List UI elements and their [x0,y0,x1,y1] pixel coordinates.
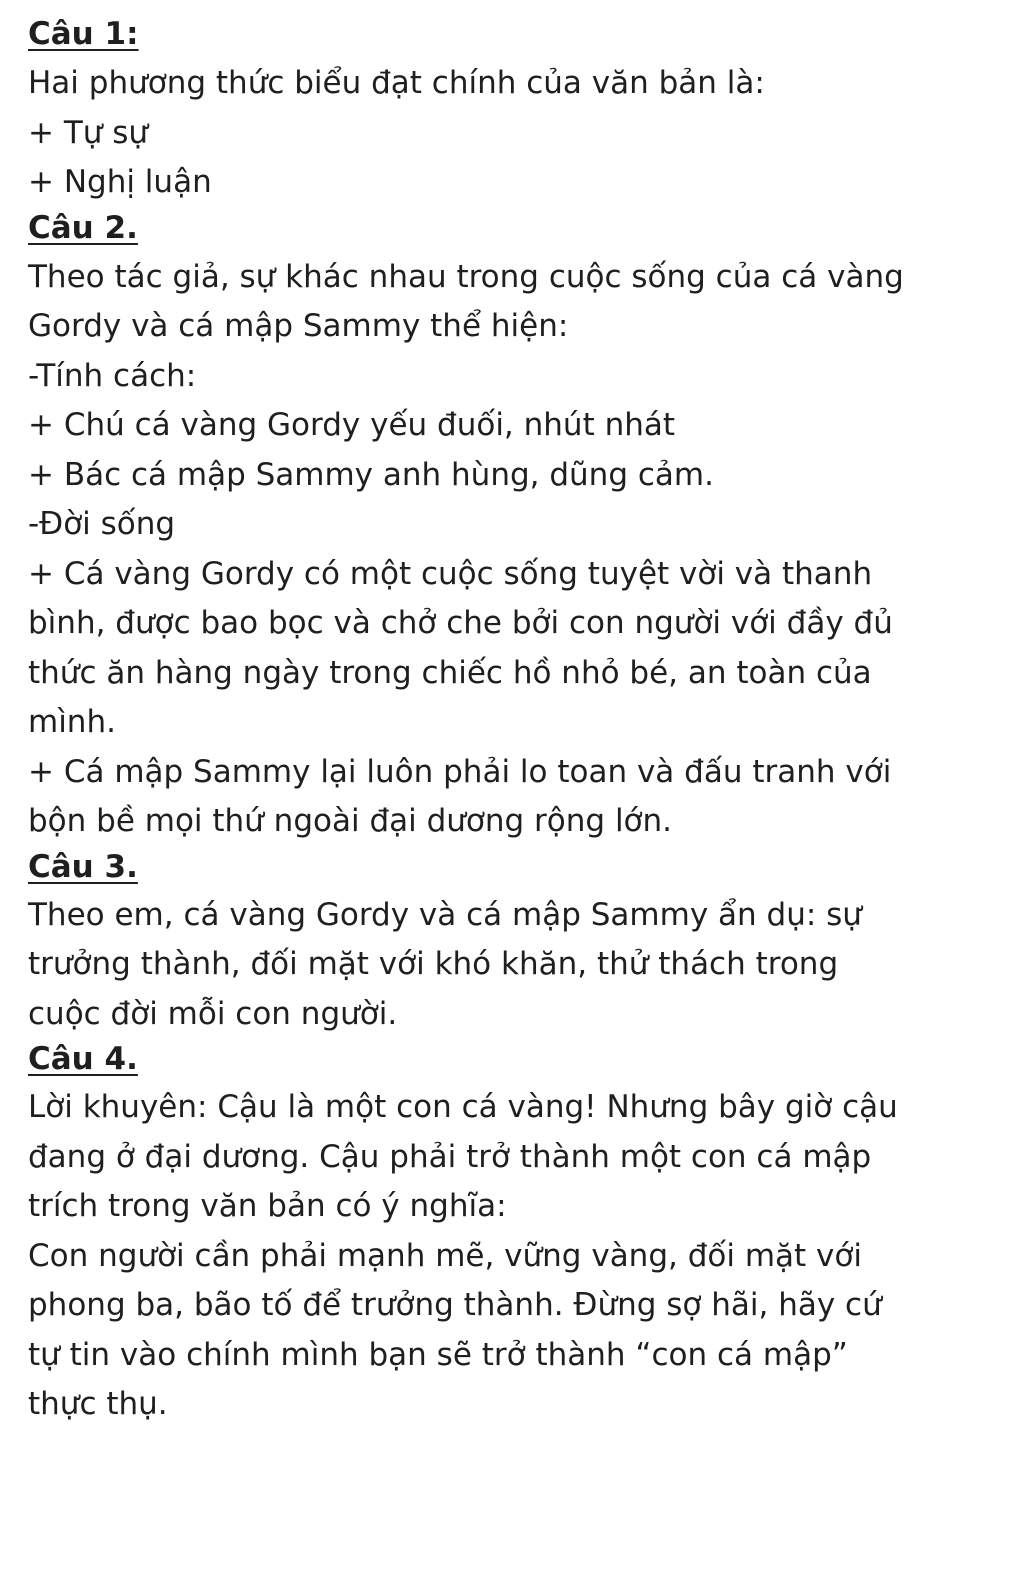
text-line: + Chú cá vàng Gordy yếu đuối, nhút nhát [28,407,676,443]
document-page [28,14,998,1430]
text-line: Theo tác giả, sự khác nhau trong cuộc sống của cá vàng [28,258,904,295]
text-line: tự tin vào chính mình bạn sẽ trở thành “con cá mập” [28,1336,848,1373]
text-line: đang ở đại dương. Cậu phải trở thành một con cá mập [28,1138,872,1175]
text-line: + Tự sự [28,114,149,151]
text-line: mình. [28,704,116,740]
section-heading: Câu 4. [28,1041,138,1077]
text-line: bộn bề mọi thứ ngoài đại dương rộng lớn. [28,803,673,839]
section-heading: Câu 2. [28,209,138,246]
section-cau-4 [28,1039,998,1430]
text-line: phong ba, bão tố để trưởng thành. Đừng sợ hãi, hãy cứ [28,1287,882,1323]
section-cau-1 [28,14,998,208]
text-line: trưởng thành, đối mặt với khó khăn, thử thách trong [28,946,839,982]
section-cau-3 [28,847,998,1040]
text-line: bình, được bao bọc và chở che bởi con người với đầy đủ [28,605,893,641]
text-line: + Nghị luận [28,164,212,200]
text-line: + Bác cá mập Sammy anh hùng, dũng cảm. [28,456,714,493]
text-line: cuộc đời mỗi con người. [28,995,398,1032]
text-line: trích trong văn bản có ý nghĩa: [28,1188,507,1224]
text-line: Hai phương thức biểu đạt chính của văn bản là: [28,65,765,101]
text-line: Con người cần phải mạnh mẽ, vững vàng, đối mặt với [28,1237,862,1274]
section-heading: Câu 3. [28,848,138,885]
text-line: thức ăn hàng ngày trong chiếc hồ nhỏ bé, an toàn của [28,654,872,691]
text-line: Theo em, cá vàng Gordy và cá mập Sammy ẩn dụ: sự [28,896,862,933]
text-line: + Cá vàng Gordy có một cuộc sống tuyệt vời và thanh [28,555,873,592]
text-line: Lời khuyên: Cậu là một con cá vàng! Nhưng bây giờ cậu [28,1089,898,1125]
section-cau-2 [28,208,998,847]
text-line: Gordy và cá mập Sammy thể hiện: [28,308,569,344]
text-line: -Tính cách: [28,357,197,394]
text-line: + Cá mập Sammy lại luôn phải lo toan và đấu tranh với [28,753,892,790]
text-line: -Đời sống [28,506,176,542]
section-heading: Câu 1: [28,16,139,52]
text-line: thực thụ. [28,1386,168,1422]
